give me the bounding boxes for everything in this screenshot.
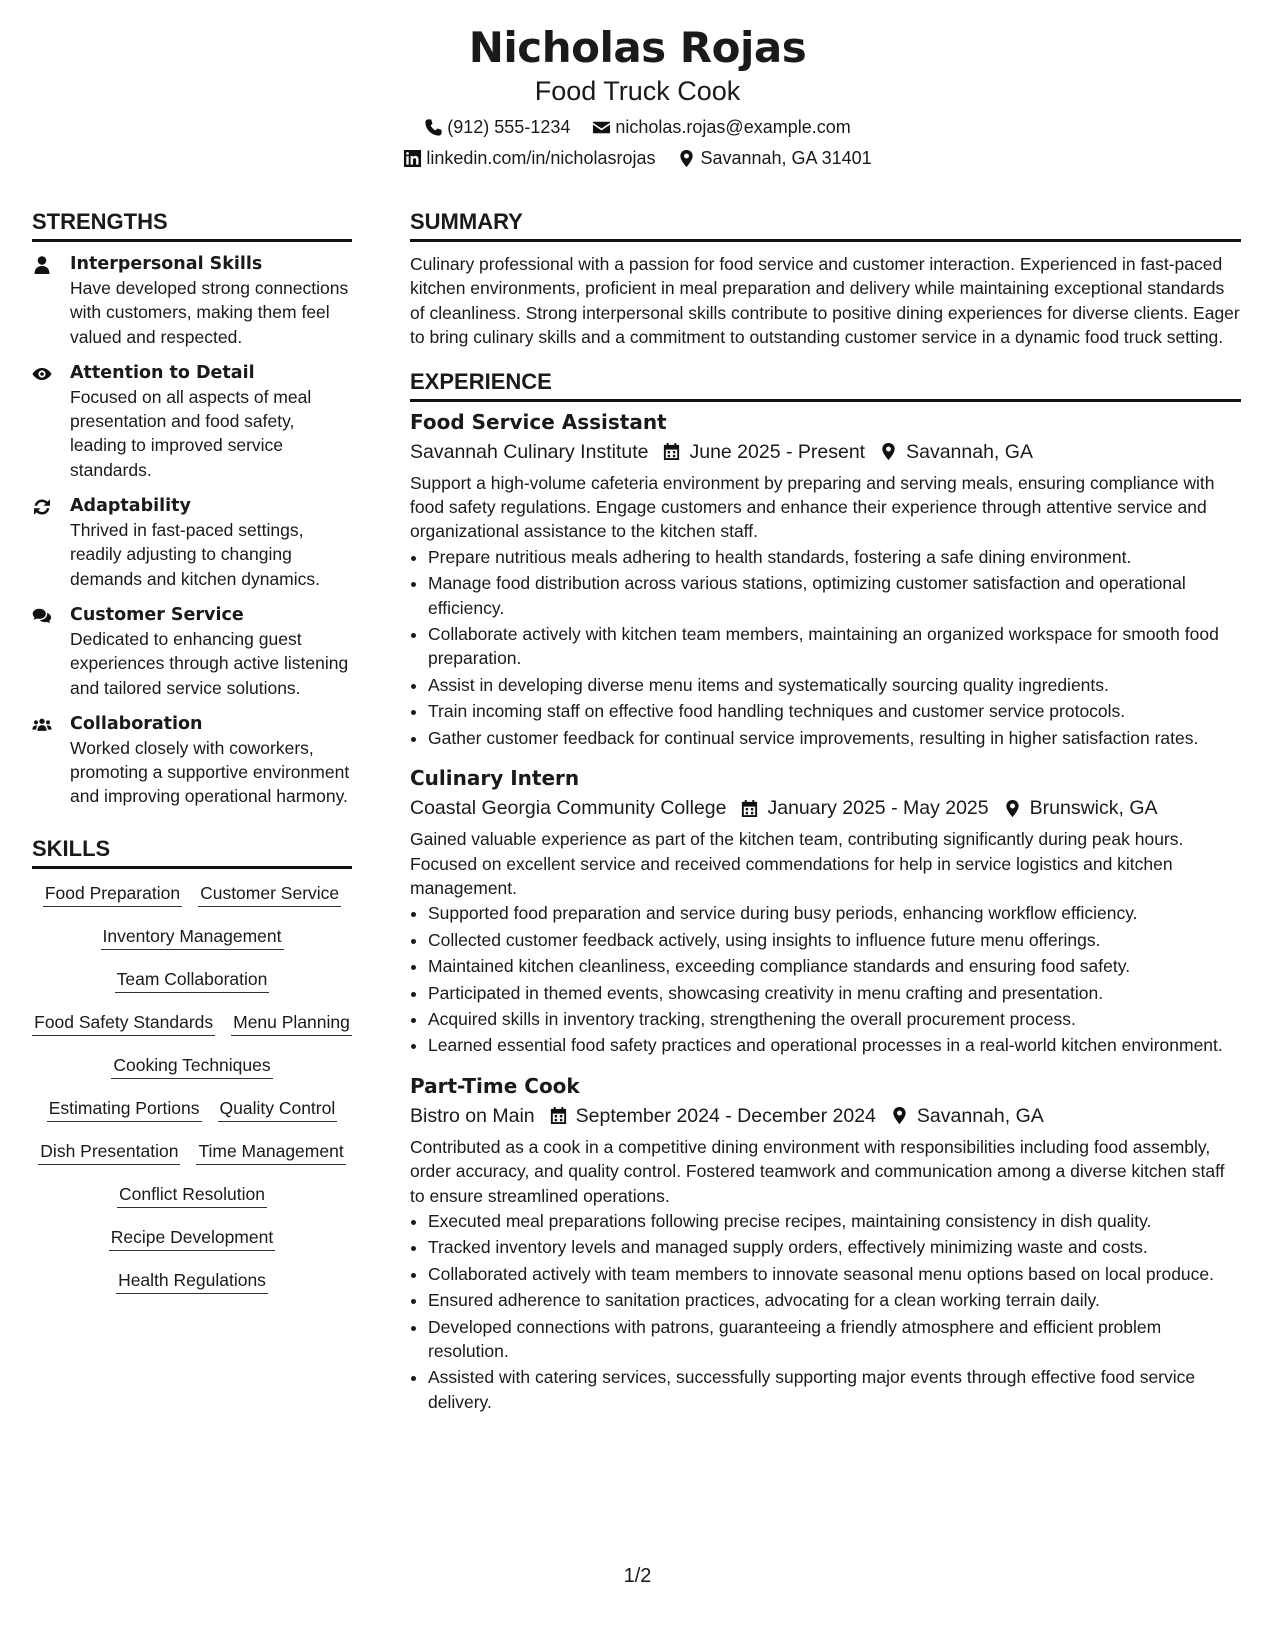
resume-body <box>32 208 1243 1428</box>
location-text: Savannah, GA 31401 <box>700 148 872 168</box>
skill-tag: Health Regulations <box>116 1268 268 1294</box>
skills-heading: SKILLS <box>32 835 352 869</box>
envelope-icon <box>592 118 611 137</box>
bullet-item: • Participated in themed events, showcasing creativity in menu crafting and presentation. <box>428 981 1241 1005</box>
eye-icon <box>32 364 52 384</box>
bullet-item: • Developed connections with patrons, guaranteeing a friendly atmosphere and efficient problem resolution. <box>428 1315 1241 1364</box>
contact-linkedin[interactable] <box>403 146 655 170</box>
strength-item <box>32 603 352 700</box>
company-name: Bistro on Main <box>410 1104 535 1127</box>
job-company <box>410 1101 535 1131</box>
bullet-item: • Collected customer feedback actively, using insights to influence future menu offerings. <box>428 928 1241 952</box>
bullet-item: • Learned essential food safety practices and operational processes in a real-world kitchen environment. <box>428 1033 1241 1057</box>
skill-tag: Time Management <box>196 1139 345 1165</box>
strengths-list <box>32 252 352 809</box>
contact-location <box>677 146 871 170</box>
users-icon <box>32 715 52 735</box>
contact-row-2 <box>0 146 1275 170</box>
right-column <box>410 208 1241 1428</box>
user-icon <box>32 255 52 275</box>
skill-tag: Estimating Portions <box>47 1096 202 1122</box>
contact-row-1 <box>0 115 1275 139</box>
job-title: Food Service Assistant <box>410 409 667 434</box>
skill-tag: Recipe Development <box>109 1225 275 1251</box>
job-dates <box>549 1101 876 1131</box>
bullet-item: • Train incoming staff on effective food handling techniques and customer service protocols. <box>428 699 1241 723</box>
contact-phone <box>424 115 570 139</box>
linkedin-text[interactable]: linkedin.com/in/nicholasrojas <box>426 148 656 168</box>
linkedin-icon <box>403 149 422 168</box>
strength-item <box>32 494 352 591</box>
job-description: Gained valuable experience as part of the kitchen team, contributing significantly during peak hours. Focused on excellent service and received commendations for help in service logistics and kitchen management. <box>410 829 1184 898</box>
job-bullets <box>410 1209 1241 1414</box>
bullet-item: • Maintained kitchen cleanliness, exceeding compliance standards and ensuring food safety. <box>428 954 1241 978</box>
job-bullets <box>410 545 1241 750</box>
job-bullets <box>410 901 1241 1057</box>
strength-title: Customer Service <box>70 604 244 625</box>
bullet-item: • Assisted with catering services, successfully supporting major events through effective food service delivery. <box>428 1365 1241 1414</box>
job-location <box>879 437 1033 467</box>
skill-tag: Food Safety Standards <box>32 1010 215 1036</box>
bullet-item: • Assist in developing diverse menu items and systematically sourcing quality ingredients. <box>428 673 1241 697</box>
job-title: Culinary Intern <box>410 766 580 791</box>
summary-text: Culinary professional with a passion for food service and customer interaction. Experienced in fast-paced kitchen environments, proficient in meal preparation and delivery while maintaining exceptional standards of cleanliness. Strong interpersonal skills contribute to positive dining experiences for diverse clients. Eager to bring culinary skills and a commitment to outstanding customer service in a dynamic food truck setting. <box>410 254 1240 348</box>
contact-email[interactable] <box>592 115 850 139</box>
job-title: Part-Time Cook <box>410 1073 580 1098</box>
bullet-item: • Prepare nutritious meals adhering to health standards, fostering a safe dining environment. <box>428 545 1241 569</box>
page-number: 1/2 <box>623 1565 652 1587</box>
candidate-name: Nicholas Rojas <box>468 23 807 72</box>
skill-tag: Quality Control <box>218 1096 338 1122</box>
strength-item <box>32 361 352 482</box>
job-dates <box>662 437 865 467</box>
skill-tag: Conflict Resolution <box>117 1182 267 1208</box>
summary-heading: SUMMARY <box>410 208 1241 242</box>
sync-icon <box>32 497 52 517</box>
job-description: Contributed as a cook in a competitive dining environment with responsibilities including food assembly, order accuracy, and quality control. Fostered teamwork and communication among a diverse kitchen staff to ensure streamlined operations. <box>410 1136 1225 1206</box>
skill-tag: Team Collaboration <box>115 967 270 993</box>
bullet-item: • Executed meal preparations following precise recipes, maintaining consistency in dish quality. <box>428 1209 1241 1233</box>
comments-icon <box>32 606 52 626</box>
skill-tag: Menu Planning <box>231 1010 352 1036</box>
bullet-item: • Supported food preparation and service during busy periods, enhancing workflow efficiency. <box>428 901 1241 925</box>
job-description: Support a high-volume cafeteria environment by preparing and serving meals, ensuring compliance with food safety regulations. Engage customers and enhance their experience through attentive service and organizational assistance to the kitchen staff. <box>410 472 1215 542</box>
company-name: Coastal Georgia Community College <box>410 797 727 820</box>
job-company <box>410 437 648 467</box>
location-pin-icon <box>677 149 696 168</box>
bullet-item: • Acquired skills in inventory tracking, strengthening the overall procurement process. <box>428 1007 1241 1031</box>
job-meta <box>410 793 1241 823</box>
strength-item <box>32 712 352 809</box>
strengths-heading: STRENGTHS <box>32 208 352 242</box>
strength-desc: Focused on all aspects of meal presentation and food safety, leading to improved service standards. <box>70 386 312 480</box>
strength-title: Interpersonal Skills <box>70 254 263 274</box>
location-pin-icon <box>1003 799 1022 818</box>
phone-icon <box>424 118 443 137</box>
dates-text: January 2025 - May 2025 <box>767 797 989 820</box>
location-text: Savannah, GA <box>906 440 1033 463</box>
strength-desc: Thrived in fast-paced settings, readily adjusting to changing demands and kitchen dynamics. <box>70 520 320 589</box>
strength-title: Adaptability <box>70 496 191 517</box>
skill-tag: Inventory Management <box>101 924 284 950</box>
strength-title: Collaboration <box>70 713 203 734</box>
job-entry <box>410 408 1241 750</box>
strength-title: Attention to Detail <box>70 362 255 383</box>
candidate-title: Food Truck Cook <box>534 76 741 106</box>
calendar-icon <box>740 799 759 818</box>
company-name: Savannah Culinary Institute <box>410 440 649 463</box>
job-company <box>410 793 726 823</box>
bullet-item: • Manage food distribution across various stations, optimizing customer satisfaction and operational efficiency. <box>428 571 1241 620</box>
bullet-item: • Collaborated actively with team members to innovate seasonal menu options based on local produce. <box>428 1262 1241 1286</box>
job-dates <box>740 793 988 823</box>
strength-desc: Worked closely with coworkers, promoting a supportive environment and improving operational harmony. <box>70 737 350 807</box>
experience-heading: EXPERIENCE <box>410 368 1241 402</box>
phone-text: (912) 555-1234 <box>447 117 571 137</box>
job-location <box>1003 793 1158 823</box>
skills-list <box>32 879 352 1294</box>
skill-tag: Food Preparation <box>43 881 182 907</box>
skill-tag: Customer Service <box>198 881 341 907</box>
location-pin-icon <box>890 1106 909 1125</box>
dates-text: June 2025 - Present <box>689 440 866 463</box>
bullet-item: • Ensured adherence to sanitation practices, advocating for a clean working terrain daily. <box>428 1288 1241 1312</box>
location-text: Savannah, GA <box>916 1104 1044 1127</box>
resume-header <box>0 0 1275 170</box>
strength-desc: Have developed strong connections with customers, making them feel valued and respected. <box>70 278 349 347</box>
strength-desc: Dedicated to enhancing guest experiences through active listening and tailored service solutions. <box>70 628 349 698</box>
email-text[interactable]: nicholas.rojas@example.com <box>615 117 851 137</box>
job-meta <box>410 437 1241 467</box>
strength-item <box>32 252 352 349</box>
dates-text: September 2024 - December 2024 <box>575 1104 876 1127</box>
job-meta <box>410 1101 1241 1131</box>
job-entry <box>410 764 1241 1058</box>
location-text: Brunswick, GA <box>1029 797 1158 820</box>
bullet-item: • Tracked inventory levels and managed supply orders, effectively minimizing waste and costs. <box>428 1235 1241 1259</box>
location-pin-icon <box>879 442 898 461</box>
job-entry <box>410 1072 1241 1414</box>
bullet-item: • Collaborate actively with kitchen team members, maintaining an organized workspace for smooth food preparation. <box>428 622 1241 671</box>
calendar-icon <box>662 442 681 461</box>
skill-tag: Cooking Techniques <box>111 1053 272 1079</box>
left-column <box>32 208 352 1428</box>
skill-tag: Dish Presentation <box>38 1139 180 1165</box>
calendar-icon <box>549 1106 568 1125</box>
bullet-item: • Gather customer feedback for continual service improvements, resulting in higher satisfaction rates. <box>428 726 1241 750</box>
job-location <box>890 1101 1044 1131</box>
